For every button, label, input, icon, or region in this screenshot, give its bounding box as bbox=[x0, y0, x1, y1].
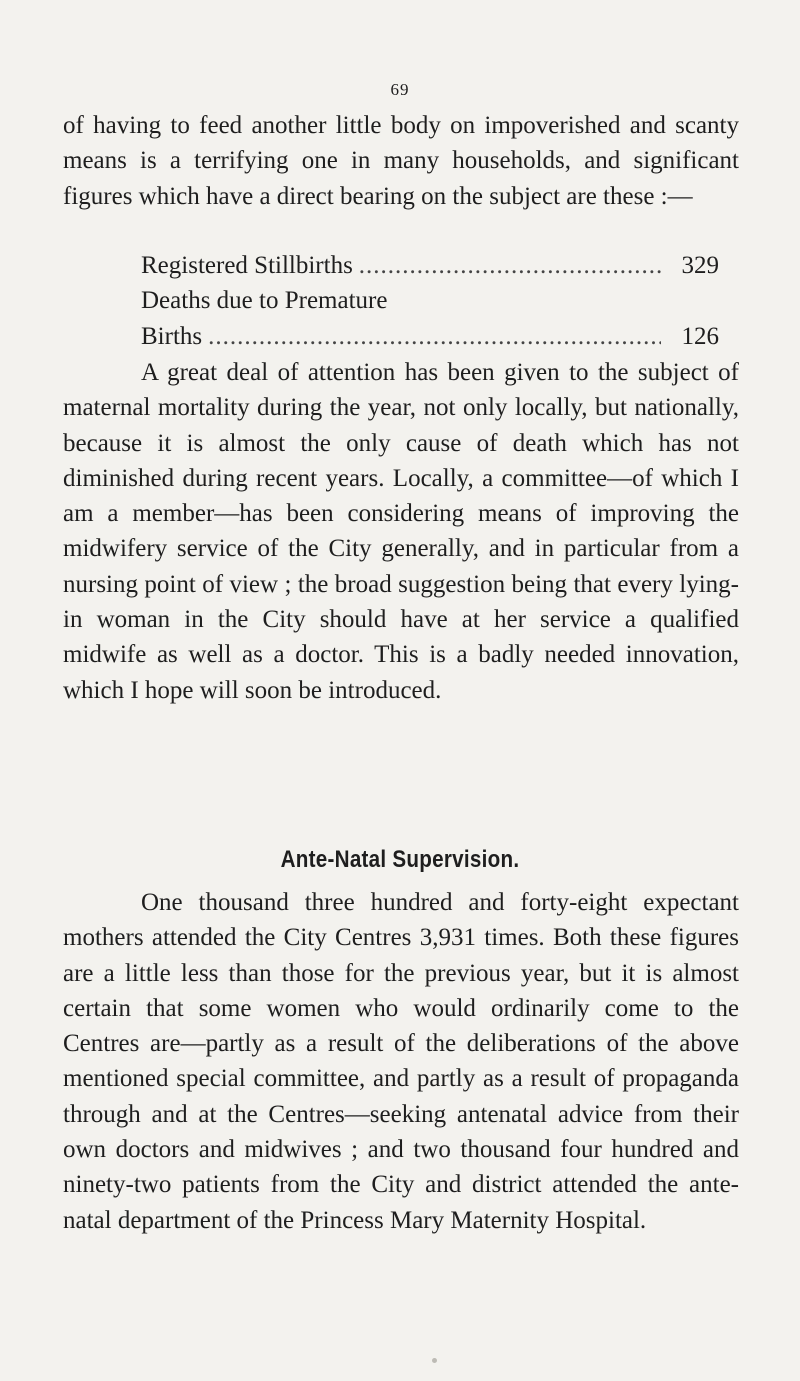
paragraph-maternal-mortality bbox=[63, 355, 739, 708]
stat-label-premature: Deaths due to Premature bbox=[141, 287, 388, 315]
section-heading: Ante-Natal Supervision. bbox=[280, 846, 520, 873]
stat-value-stillbirths: 329 bbox=[681, 252, 719, 279]
stat-label-premature-cont: Births bbox=[141, 322, 203, 350]
stat-row-premature-line1 bbox=[141, 283, 719, 318]
paragraph-ante-natal bbox=[63, 885, 739, 1238]
paragraph-ante-natal-text: One thousand three hundred and forty-eight expectant mothers attended the City Centres 3,931 times. Both these figures are a little less than those for the previous year, but it is almost certain that some women who would ordinarily come to the Centres are—partly as a result of the deliberations of the above mentioned special committee, and partly as a result of propaganda through and at the Centres—seeking antenatal advice from their own doctors and midwives ; and two thousand four hundred and ninety-two patients from the City and district attended the ante-natal department of the Princess Mary Maternity Hospital. bbox=[63, 889, 739, 1234]
stat-row-premature-line2 bbox=[141, 319, 719, 354]
leader-dots bbox=[359, 248, 661, 283]
statistics-list bbox=[141, 248, 719, 354]
paragraph-maternal-mortality-text: A great deal of attention has been given to the subject of maternal mortality during the year, not only locally, but nationally, because it is almost the only cause of death which has not diminished during recent years. Locally, a committee—of which I am a member—has been considering means of improving the midwifery service of the City generally, and in particular from a nursing point of view ; the broad suggestion being that every lying-in woman in the City should have at her service a qualified midwife as well as a doctor. This is a badly needed innovation, which I hope will soon be introduced. bbox=[63, 359, 739, 704]
stat-label-stillbirths: Registered Stillbirths bbox=[141, 252, 353, 279]
paper-speck bbox=[432, 1358, 437, 1363]
paragraph-intro: of having to feed another little body on impoverished and scanty means is a terrifying one in many households, and significant figures which have a direct bearing on the subject are these :— bbox=[63, 112, 739, 210]
page-number: 69 bbox=[390, 80, 410, 99]
stat-row-stillbirths bbox=[141, 248, 719, 283]
leader-dots bbox=[208, 319, 661, 354]
stat-value-premature: 126 bbox=[681, 322, 719, 350]
